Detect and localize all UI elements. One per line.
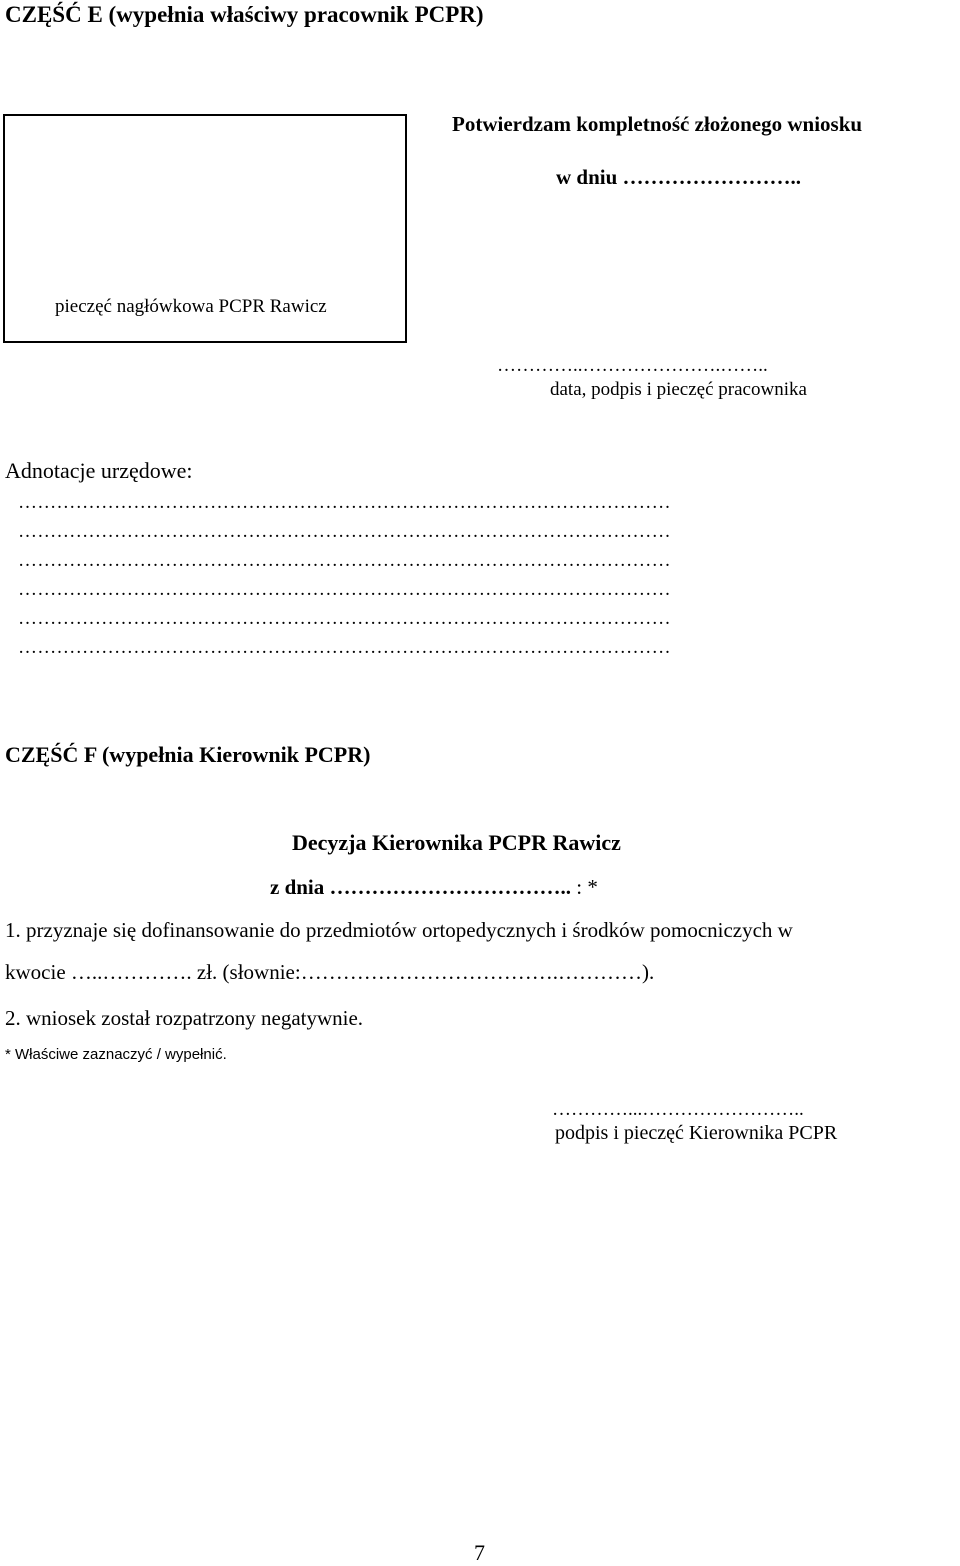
decision-date-field[interactable]: …………………………….. — [324, 875, 572, 899]
annotation-line[interactable]: ………………………………………………………………………………………… — [18, 492, 671, 513]
manager-signature-label: podpis i pieczęć Kierownika PCPR — [555, 1122, 838, 1144]
annotation-line[interactable]: ………………………………………………………………………………………… — [18, 579, 671, 600]
employee-signature-label: data, podpis i pieczęć pracownika — [550, 379, 807, 400]
decision-date-label: z dnia — [270, 875, 325, 899]
annotations-title: Adnotacje urzędowe: — [5, 458, 193, 483]
part-f-heading: CZĘŚĆ F (wypełnia Kierownik PCPR) — [5, 742, 371, 767]
page-number: 7 — [474, 1540, 485, 1565]
decision-title: Decyzja Kierownika PCPR Rawicz — [292, 830, 621, 855]
annotation-line[interactable]: ………………………………………………………………………………………… — [18, 521, 671, 542]
annotation-line[interactable]: ………………………………………………………………………………………… — [18, 637, 671, 658]
footnote: * Właściwe zaznaczyć / wypełnić. — [5, 1046, 227, 1063]
decision-date-suffix: : * — [571, 875, 598, 899]
employee-signature-field[interactable]: …………..………………….…….. — [497, 355, 768, 376]
part-e-heading: CZĘŚĆ E (wypełnia właściwy pracownik PCPR) — [5, 2, 484, 27]
manager-signature-field[interactable]: …………...…………………….. — [552, 1099, 804, 1120]
option-1-amount-field[interactable]: kwocie …..…………. zł. (słownie:……………………………….…………). — [5, 960, 655, 984]
option-2-text: 2. wniosek został rozpatrzony negatywnie. — [5, 1006, 364, 1030]
annotation-line[interactable]: ………………………………………………………………………………………… — [18, 550, 671, 571]
decision-date-row — [270, 875, 598, 900]
annotation-line[interactable]: ………………………………………………………………………………………… — [18, 608, 671, 629]
option-1-text: 1. przyznaje się dofinansowanie do przedmiotów ortopedycznych i środków pomocniczych w — [5, 918, 793, 942]
confirmation-date-field[interactable]: w dniu …………………….. — [556, 165, 802, 189]
confirmation-text: Potwierdzam kompletność złożonego wniosku — [452, 112, 863, 136]
stamp-label: pieczęć nagłówkowa PCPR Rawicz — [55, 296, 327, 317]
